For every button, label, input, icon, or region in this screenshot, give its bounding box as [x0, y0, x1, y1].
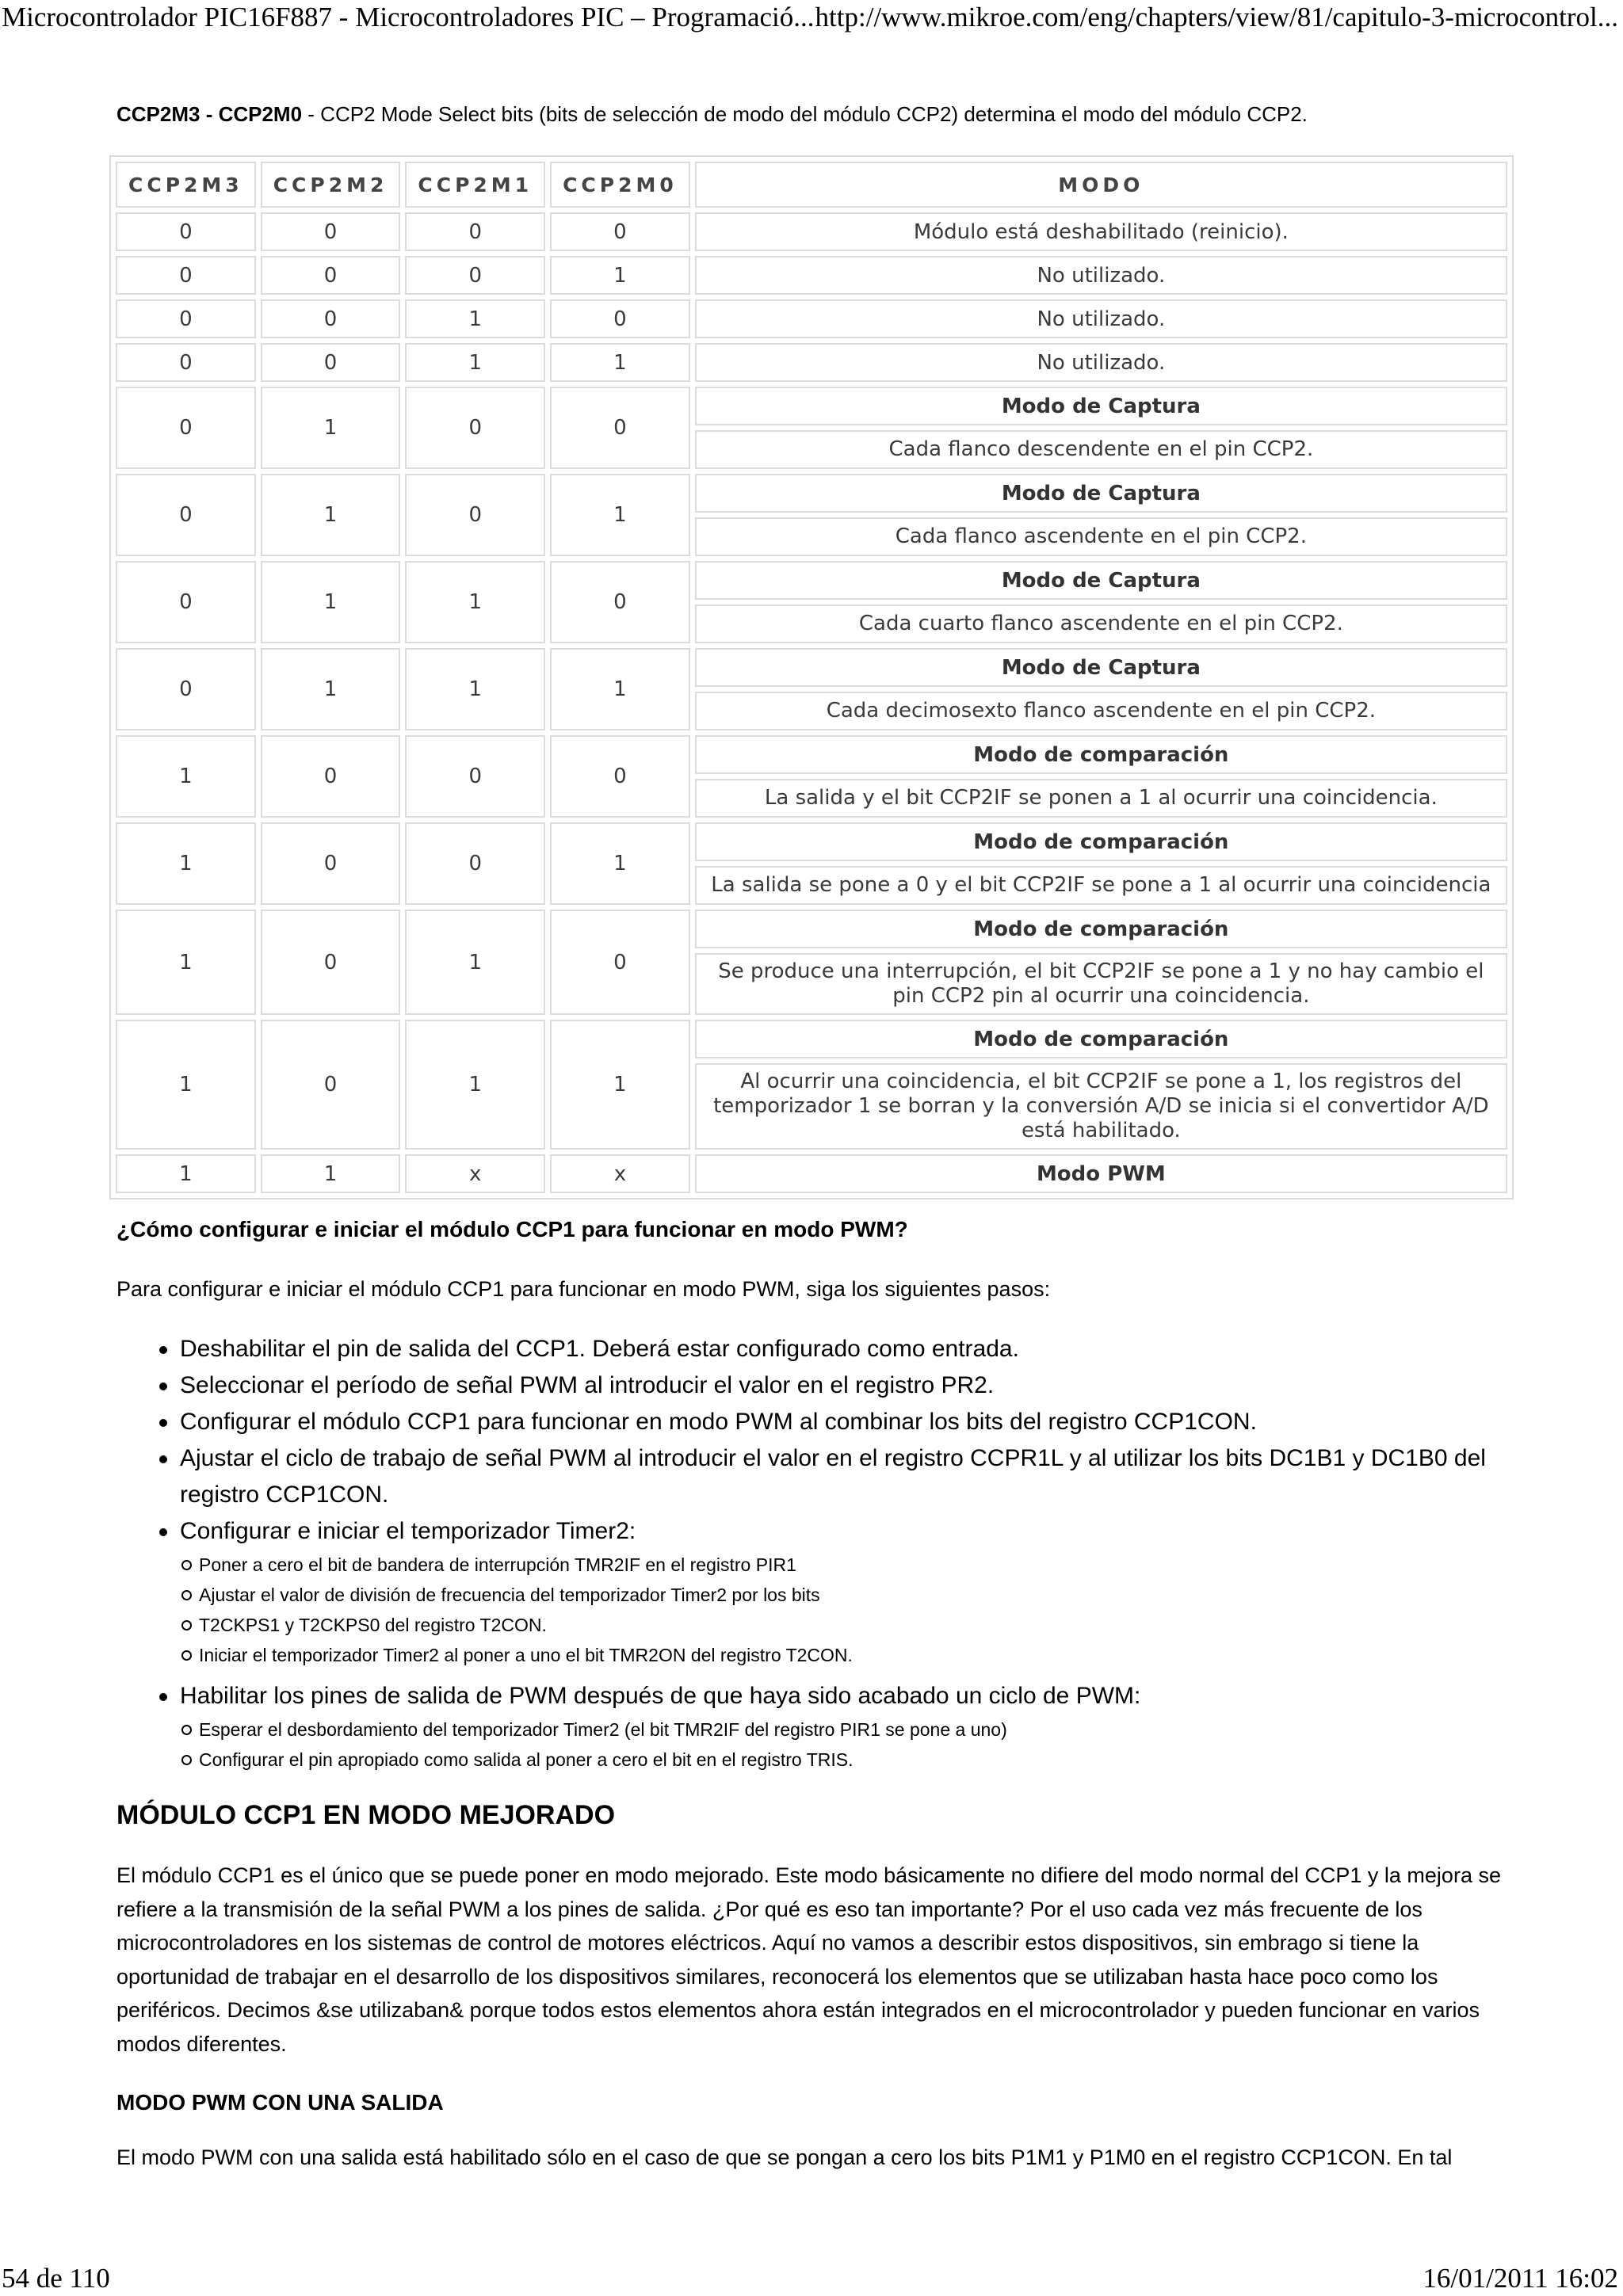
mode-title-cell: Modo de comparación — [695, 735, 1507, 774]
bit-cell: 0 — [261, 343, 401, 382]
col-header-ccp2m3: CCP2M3 — [116, 162, 256, 208]
table-row — [116, 387, 1507, 425]
table-row — [116, 343, 1507, 382]
table-row — [116, 822, 1507, 861]
bit-cell: 1 — [116, 1154, 256, 1193]
table-header-row — [116, 162, 1507, 208]
intro-paragraph — [116, 95, 1511, 133]
bit-cell: 1 — [550, 256, 690, 295]
table-row — [116, 256, 1507, 295]
bit-cell: 0 — [261, 299, 401, 338]
table-row — [116, 1020, 1507, 1058]
table-row — [116, 474, 1507, 513]
bit-cell: 0 — [116, 561, 256, 643]
mode-title-cell: Modo de comparación — [695, 822, 1507, 861]
table-row — [116, 1154, 1507, 1193]
timer2-substeps — [180, 1550, 1511, 1670]
bit-cell: 1 — [550, 648, 690, 730]
mode-cell: No utilizado. — [695, 343, 1507, 382]
sub-list-item: Esperar el desbordamiento del temporizador Timer2 (el bit TMR2IF del registro PIR1 se pone a uno) — [180, 1714, 1511, 1745]
bit-cell: 0 — [116, 256, 256, 295]
mode-desc-cell: La salida y el bit CCP2IF se ponen a 1 al ocurrir una coincidencia. — [695, 779, 1507, 818]
table-row — [116, 735, 1507, 774]
bit-cell: 0 — [405, 735, 545, 818]
list-item-label: Configurar e iniciar el temporizador Timer2: — [180, 1518, 636, 1544]
bit-cell: x — [405, 1154, 545, 1193]
mode-desc-cell: Cada flanco descendente en el pin CCP2. — [695, 430, 1507, 469]
bit-cell: 1 — [550, 822, 690, 905]
question-heading: ¿Cómo configurar e iniciar el módulo CCP1 para funcionar en modo PWM? — [116, 1217, 908, 1241]
mode-desc-cell: Cada cuarto flanco ascendente en el pin CCP2. — [695, 605, 1507, 643]
bit-cell: 1 — [405, 343, 545, 382]
bit-cell: 0 — [261, 212, 401, 251]
print-datetime: 16/01/2011 16:02 — [1423, 2263, 1618, 2294]
list-item — [116, 1513, 1511, 1670]
mode-title-cell: Modo de Captura — [695, 387, 1507, 425]
bit-cell: 0 — [550, 910, 690, 1015]
table-row — [116, 910, 1507, 948]
col-header-ccp2m0: CCP2M0 — [550, 162, 690, 208]
bit-cell: 1 — [405, 299, 545, 338]
bit-cell: 1 — [261, 561, 401, 643]
subsection-title: MODO PWM CON UNA SALIDA — [116, 2090, 444, 2115]
sub-list-item: Ajustar el valor de división de frecuencia del temporizador Timer2 por los bits — [180, 1580, 1511, 1610]
bit-cell: 0 — [405, 212, 545, 251]
bit-cell: 0 — [116, 299, 256, 338]
intro-text: - CCP2 Mode Select bits (bits de selección de modo del módulo CCP2) determina el modo del módulo CCP2. — [302, 102, 1308, 126]
question-intro: Para configurar e iniciar el módulo CCP1 para funcionar en modo PWM, siga los siguientes pasos: — [116, 1277, 1051, 1301]
page-number: 54 de 110 — [2, 2263, 110, 2294]
intro-block — [116, 95, 1511, 146]
intro-bits: CCP2M3 - CCP2M0 — [116, 102, 303, 126]
bit-cell: 1 — [261, 1154, 401, 1193]
bit-cell: 1 — [116, 735, 256, 818]
bit-cell: 0 — [550, 299, 690, 338]
ccp2-mode-table — [109, 155, 1514, 1199]
bit-cell: 0 — [116, 212, 256, 251]
list-item — [116, 1678, 1511, 1775]
list-item-label: Habilitar los pines de salida de PWM después de que haya sido acabado un ciclo de PWM: — [180, 1683, 1141, 1709]
pwm-substeps — [180, 1714, 1511, 1775]
table-body — [116, 212, 1507, 1193]
bit-cell: 1 — [405, 648, 545, 730]
mode-cell: No utilizado. — [695, 299, 1507, 338]
bit-cell: 0 — [550, 387, 690, 469]
bit-cell: 0 — [261, 256, 401, 295]
sub-list-item: Configurar el pin apropiado como salida al poner a cero el bit en el registro TRIS. — [180, 1745, 1511, 1775]
bit-cell: 1 — [550, 343, 690, 382]
bit-cell: 1 — [261, 474, 401, 556]
mode-desc-cell: La salida se pone a 0 y el bit CCP2IF se pone a 1 al ocurrir una coincidencia — [695, 866, 1507, 905]
bit-cell: 1 — [405, 561, 545, 643]
mode-title-cell: Modo de comparación — [695, 910, 1507, 948]
bit-cell: 0 — [116, 474, 256, 556]
col-header-modo: MODO — [695, 162, 1507, 208]
subsection-paragraph: El modo PWM con una salida está habilitado sólo en el caso de que se pongan a cero los bits P1M1 y P1M0 en el registro CCP1CON. En tal — [116, 2145, 1453, 2169]
bit-cell: 0 — [550, 561, 690, 643]
bit-cell: 1 — [116, 1020, 256, 1150]
table-row — [116, 648, 1507, 687]
list-item: Configurar el módulo CCP1 para funcionar en modo PWM al combinar los bits del registro CCP1CON. — [116, 1404, 1511, 1440]
table-row — [116, 299, 1507, 338]
mode-cell: Módulo está deshabilitado (reinicio). — [695, 212, 1507, 251]
bit-cell: x — [550, 1154, 690, 1193]
mode-desc-cell: Cada decimosexto flanco ascendente en el pin CCP2. — [695, 692, 1507, 730]
bit-cell: 0 — [116, 387, 256, 469]
mode-title-cell: Modo PWM — [695, 1154, 1507, 1193]
section-paragraph: El módulo CCP1 es el único que se puede poner en modo mejorado. Este modo básicamente no difiere del modo normal del CCP1 y la mejora se refiere a la transmisión de la señal PWM a los pines de salida. ¿Por qué es eso tan importante? Por el uso cada vez más frecuente de los microcontroladores en los sistemas de control de motores eléctricos. Aquí no vamos a describir estos dispositivos, sin embrago si tiene la oportunidad de trabajar en el desarrollo de los dispositivos similares, reconocerá los elementos que se utilizaban hasta hace poco como los periféricos. Decimos &se utilizaban& porque todos estos elementos ahora están integrados en el microcontrolador y pueden funcionar en varios modos diferentes. — [116, 1863, 1501, 2056]
pwm-steps-list — [116, 1331, 1511, 1783]
bit-cell: 0 — [116, 648, 256, 730]
table-row — [116, 212, 1507, 251]
mode-title-cell: Modo de Captura — [695, 648, 1507, 687]
list-item: Deshabilitar el pin de salida del CCP1. Deberá estar configurado como entrada. — [116, 1331, 1511, 1367]
bit-cell: 0 — [261, 910, 401, 1015]
section-title: MÓDULO CCP1 EN MODO MEJORADO — [116, 1800, 616, 1830]
mode-desc-cell: Cada flanco ascendente en el pin CCP2. — [695, 517, 1507, 556]
bit-cell: 1 — [405, 910, 545, 1015]
bit-cell: 1 — [116, 822, 256, 905]
bit-cell: 0 — [405, 822, 545, 905]
bit-cell: 0 — [550, 735, 690, 818]
page-header-url[interactable]: http://www.mikroe.com/eng/chapters/view/81/capitulo-3-microcontrol... — [815, 2, 1618, 32]
sub-list-item: Poner a cero el bit de bandera de interrupción TMR2IF en el registro PIR1 — [180, 1550, 1511, 1580]
col-header-ccp2m2: CCP2M2 — [261, 162, 401, 208]
mode-cell: No utilizado. — [695, 256, 1507, 295]
bit-cell: 0 — [405, 474, 545, 556]
mode-desc-cell: Al ocurrir una coincidencia, el bit CCP2IF se pone a 1, los registros del temporizador 1 se borran y la conversión A/D se inicia si el convertidor A/D está habilitado. — [695, 1063, 1507, 1150]
bit-cell: 1 — [405, 1020, 545, 1150]
mode-title-cell: Modo de comparación — [695, 1020, 1507, 1058]
bit-cell: 0 — [116, 343, 256, 382]
sub-list-item: Iniciar el temporizador Timer2 al poner a uno el bit TMR2ON del registro T2CON. — [180, 1640, 1511, 1670]
bit-cell: 0 — [405, 256, 545, 295]
mode-title-cell: Modo de Captura — [695, 474, 1507, 513]
col-header-ccp2m1: CCP2M1 — [405, 162, 545, 208]
bit-cell: 1 — [550, 1020, 690, 1150]
bit-cell: 1 — [261, 648, 401, 730]
table-row — [116, 561, 1507, 600]
bit-cell: 1 — [261, 387, 401, 469]
bit-cell: 1 — [550, 474, 690, 556]
mode-desc-cell: Se produce una interrupción, el bit CCP2IF se pone a 1 y no hay cambio el pin CCP2 pin al ocurrir una coincidencia. — [695, 953, 1507, 1015]
list-item: Seleccionar el período de señal PWM al introducir el valor en el registro PR2. — [116, 1367, 1511, 1404]
list-item: Ajustar el ciclo de trabajo de señal PWM al introducir el valor en el registro CCPR1L y al utilizar los bits DC1B1 y DC1B0 del registro CCP1CON. — [116, 1440, 1511, 1513]
sub-list-item: T2CKPS1 y T2CKPS0 del registro T2CON. — [180, 1610, 1511, 1640]
page-header-title: Microcontrolador PIC16F887 - Microcontroladores PIC – Programació... — [2, 2, 815, 32]
bit-cell: 0 — [261, 735, 401, 818]
bit-cell: 1 — [116, 910, 256, 1015]
bit-cell: 0 — [261, 822, 401, 905]
bit-cell: 0 — [261, 1020, 401, 1150]
bit-cell: 0 — [550, 212, 690, 251]
bit-cell: 0 — [405, 387, 545, 469]
mode-title-cell: Modo de Captura — [695, 561, 1507, 600]
